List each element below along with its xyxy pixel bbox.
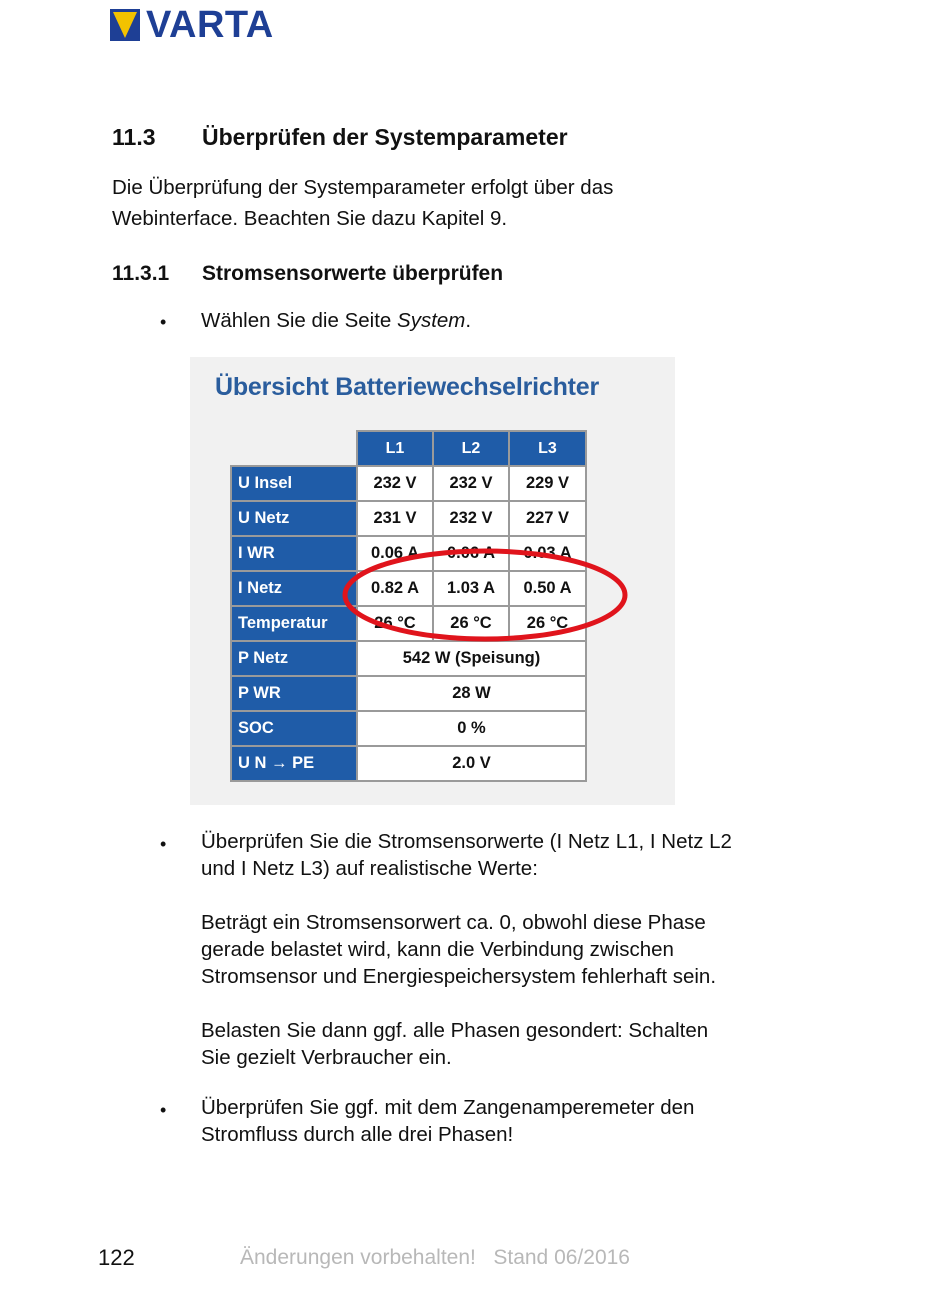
- table-cell: 227 V: [509, 501, 586, 536]
- note-load-phases: [201, 1017, 708, 1071]
- screenshot-title: Übersicht Batteriewechselrichter: [215, 373, 600, 401]
- note-line: Beträgt ein Stromsensorwert ca. 0, obwohl diese Phase: [201, 911, 706, 934]
- table-cell: 26 °C: [433, 606, 509, 641]
- row-label: U Insel: [231, 466, 357, 501]
- row-label: I WR: [231, 536, 357, 571]
- table-cell: 229 V: [509, 466, 586, 501]
- footer-note-text: Änderungen vorbehalten! Stand 06/2016: [240, 1246, 630, 1269]
- step-check-sensor-values: [201, 828, 732, 882]
- table-cell: 2.0 V: [357, 746, 586, 781]
- column-header: L2: [433, 431, 509, 466]
- table-cell: 0.06 A: [357, 536, 433, 571]
- table-cell: 232 V: [357, 466, 433, 501]
- table-row: [231, 711, 586, 746]
- subsection-title: Stromsensorwerte überprüfen: [202, 262, 504, 285]
- note-zero-reading: [201, 909, 716, 990]
- table-cell: 26 °C: [357, 606, 433, 641]
- intro-paragraph: [112, 172, 613, 234]
- table-cell: 232 V: [433, 466, 509, 501]
- table-row: [231, 641, 586, 676]
- note-line: Belasten Sie dann ggf. alle Phasen gesondert: Schalten: [201, 1019, 709, 1042]
- intro-line: Die Überprüfung der Systemparameter erfolgt über das: [112, 176, 614, 199]
- table-cell: 28 W: [357, 676, 586, 711]
- table-cell: 231 V: [357, 501, 433, 536]
- section-title: Überprüfen der Systemparameter: [202, 124, 568, 150]
- table-row: [231, 466, 586, 501]
- column-header: L1: [357, 431, 433, 466]
- row-label: U N → PE: [231, 746, 357, 781]
- intro-line: Webinterface. Beachten Sie dazu Kapitel 9.: [112, 207, 508, 230]
- row-label: Temperatur: [231, 606, 357, 641]
- table-cell: 232 V: [433, 501, 509, 536]
- table-row: [231, 501, 586, 536]
- step-clamp-meter: [201, 1094, 694, 1148]
- table-row: [231, 676, 586, 711]
- table-corner: [231, 431, 357, 466]
- table-cell: 0.03 A: [509, 536, 586, 571]
- step-text: Wählen Sie die Seite: [201, 309, 398, 332]
- step-line: Stromfluss durch alle drei Phasen!: [201, 1123, 514, 1146]
- step-line: und I Netz L3) auf realistische Werte:: [201, 857, 538, 880]
- footer-note: [240, 1246, 630, 1270]
- row-label: SOC: [231, 711, 357, 746]
- webinterface-screenshot: [190, 357, 675, 805]
- bullet-icon: •: [160, 312, 167, 332]
- system-page-name: System: [397, 309, 466, 332]
- subsection-number: 11.3.1: [112, 262, 170, 285]
- step-line: Überprüfen Sie ggf. mit dem Zangenamperemeter den: [201, 1096, 695, 1119]
- row-label: U Netz: [231, 501, 357, 536]
- note-line: Sie gezielt Verbraucher ein.: [201, 1046, 452, 1069]
- table-header-row: [231, 431, 586, 466]
- row-label: I Netz: [231, 571, 357, 606]
- varta-v-emblem-icon: [110, 9, 140, 41]
- step-text-end: .: [465, 309, 472, 332]
- row-label: P WR: [231, 676, 357, 711]
- varta-logo: [110, 4, 320, 46]
- note-line: gerade belastet wird, kann die Verbindung zwischen: [201, 938, 674, 961]
- section-number: 11.3: [112, 124, 156, 150]
- table-row: [231, 746, 586, 781]
- step-select-system: [201, 305, 471, 336]
- note-line: Stromsensor und Energiespeichersystem fehlerhaft sein.: [201, 965, 717, 988]
- section-heading: [112, 124, 568, 151]
- subsection-heading: [112, 262, 503, 286]
- table-cell: 0.50 A: [509, 571, 586, 606]
- table-cell: 1.03 A: [433, 571, 509, 606]
- column-header: L3: [509, 431, 586, 466]
- highlight-ring: [340, 545, 630, 645]
- step-line: Überprüfen Sie die Stromsensorwerte (I Netz L1, I Netz L2: [201, 830, 732, 853]
- bullet-icon: •: [160, 834, 167, 854]
- logo-wordmark: VARTA: [146, 4, 274, 46]
- table-cell: 0.06 A: [433, 536, 509, 571]
- row-label: P Netz: [231, 641, 357, 676]
- page-number: 122: [98, 1245, 135, 1270]
- bullet-icon: •: [160, 1100, 167, 1120]
- table-cell: 0 %: [357, 711, 586, 746]
- table-cell: 0.82 A: [357, 571, 433, 606]
- table-cell: 26 °C: [509, 606, 586, 641]
- table-cell: 542 W (Speisung): [357, 641, 586, 676]
